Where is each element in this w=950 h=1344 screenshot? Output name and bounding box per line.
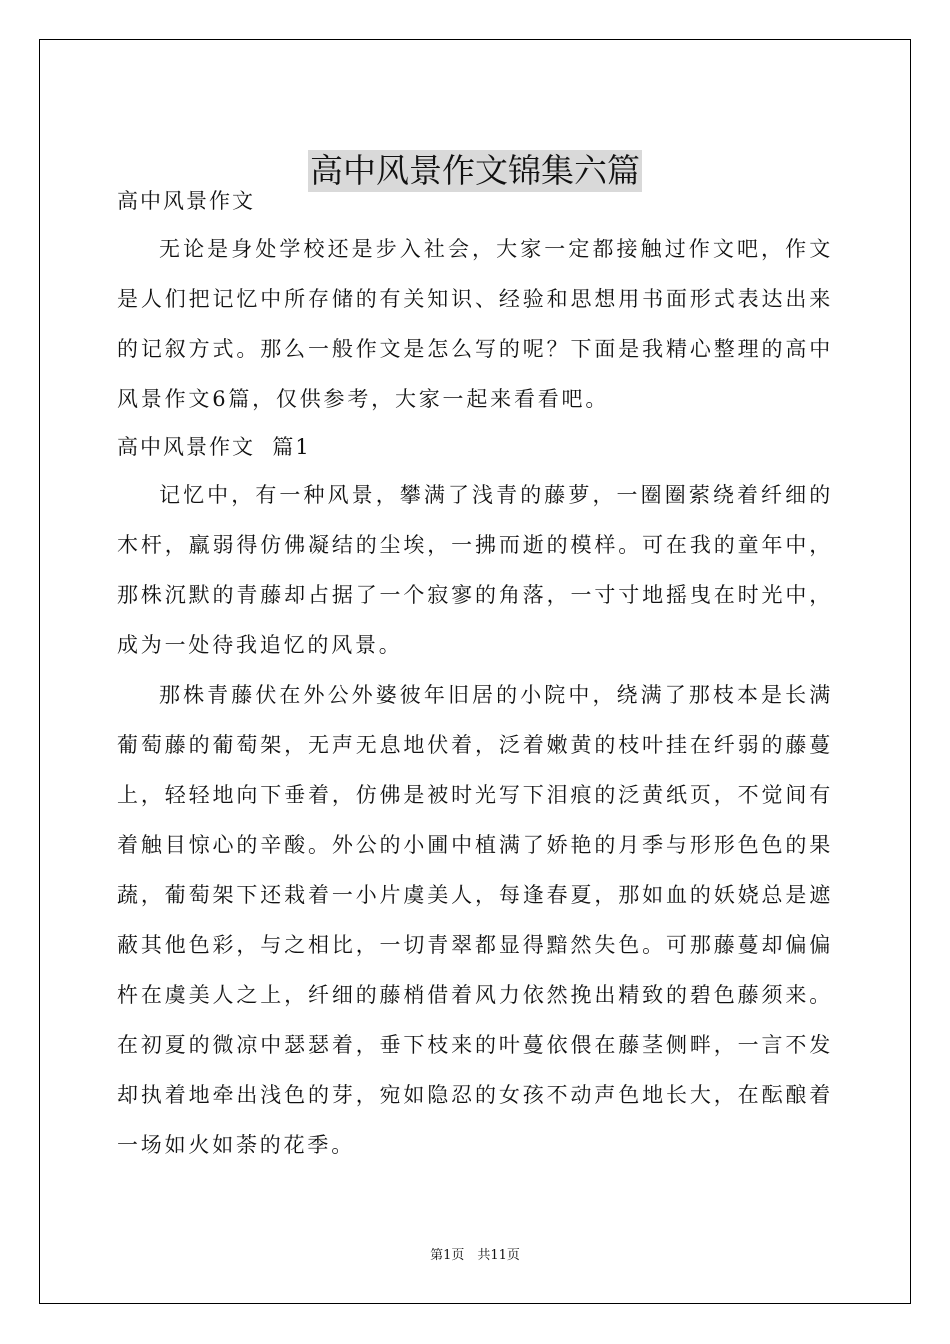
body-paragraph-1: 记忆中，有一种风景，攀满了浅青的藤萝，一圈圈萦绕着纤细的木杆，羸弱得仿佛凝结的尘埃，一拂而逝的模样。可在我的童年中，那株沉默的青藤却占据了一个寂寥的角落，一寸寸地摇曳在时光中，成为一处待我追忆的风景。 <box>117 483 833 657</box>
document-body <box>117 178 833 1170</box>
intro-paragraph: 无论是身处学校还是步入社会，大家一定都接触过作文吧，作文是人们把记忆中所存储的有关知识、经验和思想用书面形式表达出来的记叙方式。那么一般作文是怎么写的呢？下面是我精心整理的高中风景作文6篇，仅供参考，大家一起来看看吧。 <box>117 237 833 411</box>
body-paragraph-2: 那株青藤伏在外公外婆彼年旧居的小院中，绕满了那枝本是长满葡萄藤的葡萄架，无声无息地伏着，泛着嫩黄的枝叶挂在纤弱的藤蔓上，轻轻地向下垂着，仿佛是被时光写下泪痕的泛黄纸页，不觉间有着触目惊心的辛酸。外公的小圃中植满了娇艳的月季与形形色色的果蔬，葡萄架下还栽着一小片虞美人，每逢春夏，那如血的妖娆总是遮蔽其他色彩，与之相比，一切青翠都显得黯然失色。可那藤蔓却偏偏杵在虞美人之上，纤细的藤梢借着风力依然挽出精致的碧色藤须来。在初夏的微凉中瑟瑟着，垂下枝来的叶蔓依偎在藤茎侧畔，一言不发却执着地牵出浅色的芽，宛如隐忍的女孩不动声色地长大，在酝酿着一场如火如荼的花季。 <box>117 683 833 1157</box>
section-heading: 高中风景作文 篇1 <box>117 435 311 459</box>
page-footer: 第1页 共11页 <box>430 1248 520 1263</box>
subheading: 高中风景作文 <box>117 189 255 213</box>
document-title: 高中风景作文锦集六篇 <box>310 151 640 191</box>
